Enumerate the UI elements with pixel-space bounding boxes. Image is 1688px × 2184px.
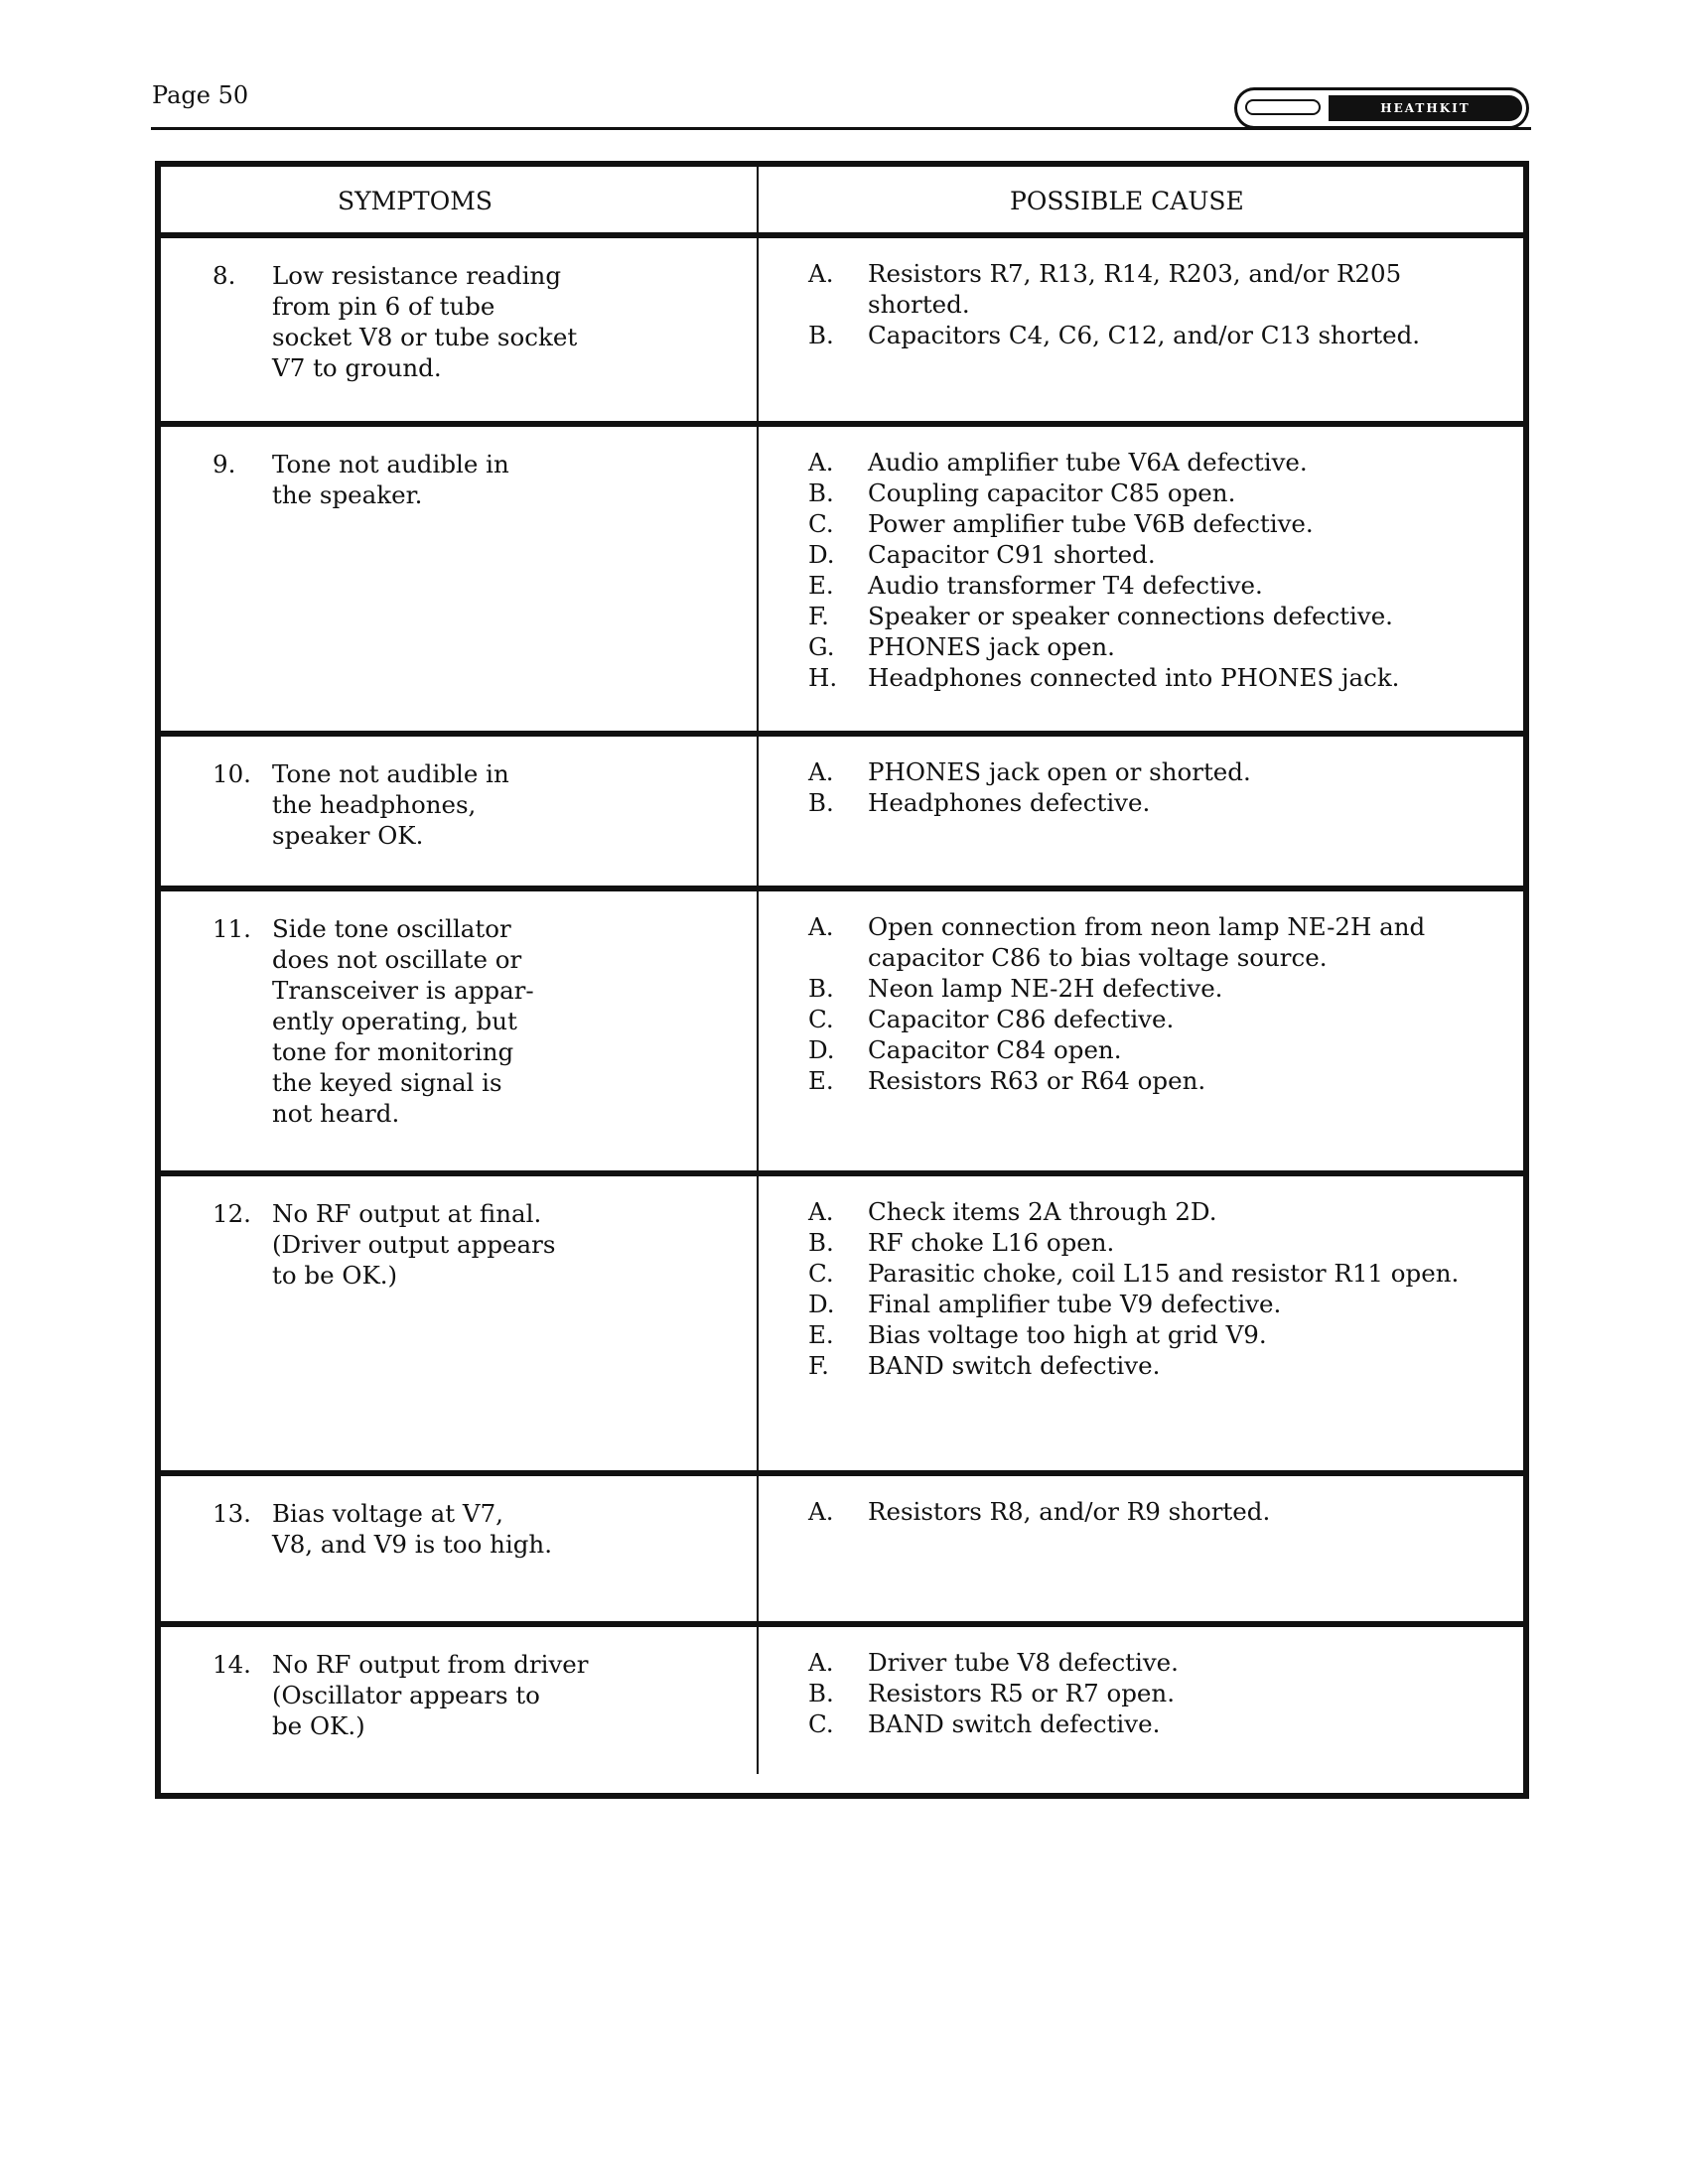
cause-letter: C. <box>808 1259 834 1288</box>
cause-item <box>808 1289 1503 1319</box>
cause-item <box>808 973 1503 1004</box>
cause-text: Headphones connected into PHONES jack. <box>868 663 1400 692</box>
table-row <box>161 891 1523 1176</box>
cause-letter: C. <box>808 1709 834 1738</box>
column-divider <box>757 737 759 886</box>
column-divider <box>757 891 759 1170</box>
cause-text: RF choke L16 open. <box>868 1228 1115 1257</box>
cause-item <box>808 662 1503 693</box>
cause-item <box>808 911 1503 973</box>
cause-text: Audio transformer T4 defective. <box>868 571 1263 600</box>
table-row <box>161 1176 1523 1476</box>
cause-item <box>808 508 1503 539</box>
cause-letter: D. <box>808 540 835 569</box>
cause-item <box>808 601 1503 631</box>
cause-item <box>808 1708 1503 1739</box>
cause-letter: A. <box>808 757 834 786</box>
cause-text: Coupling capacitor C85 open. <box>868 478 1236 507</box>
cause-letter: A. <box>808 259 834 288</box>
cause-item <box>808 1227 1503 1258</box>
table-row <box>161 737 1523 891</box>
cause-text: Audio amplifier tube V6A defective. <box>868 448 1308 477</box>
symptom-number: 14. <box>212 1650 251 1679</box>
cause-letter: B. <box>808 788 834 817</box>
table-row <box>161 1476 1523 1627</box>
symptom-number: 13. <box>212 1499 251 1528</box>
cause-text: Resistors R5 or R7 open. <box>868 1679 1175 1707</box>
symptom-text: Tone not audible in the headphones, speaker OK. <box>272 759 509 850</box>
symptom-text: Side tone oscillator does not oscillate or Transceiver is appar- ently operating, but tone for monitoring the keyed signal is not heard. <box>272 914 534 1128</box>
cause-letter: A. <box>808 1497 834 1526</box>
table-row <box>161 427 1523 737</box>
cause-text: Capacitors C4, C6, C12, and/or C13 shorted. <box>868 321 1421 349</box>
cause-letter: B. <box>808 1679 834 1707</box>
column-divider <box>757 1176 759 1470</box>
cause-item <box>808 1065 1503 1096</box>
column-divider <box>757 1476 759 1621</box>
cause-text: Headphones defective. <box>868 788 1151 817</box>
symptom-text: Low resistance reading from pin 6 of tube socket V8 or tube socket V7 to ground. <box>272 261 578 382</box>
cause-text: Parasitic choke, coil L15 and resistor R11 open. <box>868 1259 1460 1288</box>
table-header <box>161 167 1523 238</box>
symptom-text: No RF output at final. (Driver output appears to be OK.) <box>272 1199 556 1290</box>
cause-letter: A. <box>808 912 834 941</box>
cause-text: Speaker or speaker connections defective. <box>868 602 1393 630</box>
cause-letter: G. <box>808 632 835 661</box>
cause-item <box>808 1258 1503 1289</box>
cause-letter: D. <box>808 1035 835 1064</box>
cause-letter: B. <box>808 974 834 1003</box>
cause-cell <box>808 1496 1503 1527</box>
troubleshooting-table <box>155 161 1529 1799</box>
symptom-number: 12. <box>212 1199 251 1228</box>
cause-text: Neon lamp NE-2H defective. <box>868 974 1223 1003</box>
cause-cell <box>808 1647 1503 1739</box>
cause-item <box>808 1496 1503 1527</box>
column-divider <box>757 427 759 731</box>
cause-text: Capacitor C84 open. <box>868 1035 1122 1064</box>
column-divider <box>757 238 759 421</box>
cause-item <box>808 320 1503 350</box>
cause-cell <box>808 1196 1503 1381</box>
cause-item <box>808 1004 1503 1034</box>
cause-item <box>808 1196 1503 1227</box>
cause-letter: C. <box>808 509 834 538</box>
cause-item <box>808 631 1503 662</box>
cause-item <box>808 570 1503 601</box>
symptom-number: 11. <box>212 914 251 943</box>
symptom-number: 8. <box>212 261 236 290</box>
cause-letter: E. <box>808 1066 834 1095</box>
cause-text: Check items 2A through 2D. <box>868 1197 1217 1226</box>
column-divider <box>757 1627 759 1774</box>
cause-text: BAND switch defective. <box>868 1351 1161 1380</box>
cause-letter: A. <box>808 1648 834 1677</box>
cause-cell <box>808 447 1503 693</box>
symptom-number: 10. <box>212 759 251 788</box>
cause-cell <box>808 756 1503 818</box>
cause-item <box>808 258 1503 320</box>
cause-item <box>808 1647 1503 1678</box>
cause-letter: E. <box>808 1320 834 1349</box>
symptom-text: No RF output from driver (Oscillator appears to be OK.) <box>272 1650 589 1740</box>
col-cause-header: POSSIBLE CAUSE <box>1010 187 1244 215</box>
cause-item <box>808 539 1503 570</box>
symptom-text: Bias voltage at V7, V8, and V9 is too high. <box>272 1499 552 1559</box>
cause-letter: F. <box>808 1351 829 1380</box>
cause-letter: H. <box>808 663 838 692</box>
cause-letter: B. <box>808 321 834 349</box>
cause-item <box>808 787 1503 818</box>
cause-letter: A. <box>808 1197 834 1226</box>
cause-cell <box>808 258 1503 350</box>
cause-item <box>808 447 1503 478</box>
cause-text: Resistors R7, R13, R14, R203, and/or R205 shorted. <box>868 259 1402 319</box>
col-symptoms-header: SYMPTOMS <box>338 187 492 215</box>
cause-letter: F. <box>808 602 829 630</box>
cause-text: Open connection from neon lamp NE-2H and capacitor C86 to bias voltage source. <box>868 912 1426 972</box>
cause-text: Capacitor C86 defective. <box>868 1005 1175 1033</box>
heathkit-logo <box>1234 87 1529 129</box>
cause-item <box>808 478 1503 508</box>
logo-text: HEATHKIT <box>1329 95 1522 121</box>
cause-cell <box>808 911 1503 1096</box>
cause-item <box>808 1034 1503 1065</box>
cause-item <box>808 756 1503 787</box>
cause-text: Bias voltage too high at grid V9. <box>868 1320 1267 1349</box>
cause-item <box>808 1350 1503 1381</box>
symptom-number: 9. <box>212 450 236 478</box>
cause-letter: A. <box>808 448 834 477</box>
cause-text: PHONES jack open or shorted. <box>868 757 1251 786</box>
cause-text: BAND switch defective. <box>868 1709 1161 1738</box>
cause-item <box>808 1678 1503 1708</box>
cause-text: Resistors R63 or R64 open. <box>868 1066 1206 1095</box>
table-row <box>161 238 1523 427</box>
cause-letter: D. <box>808 1290 835 1318</box>
logo-emblem-icon <box>1245 99 1321 115</box>
cause-text: Capacitor C91 shorted. <box>868 540 1156 569</box>
column-divider <box>757 167 759 232</box>
symptom-text: Tone not audible in the speaker. <box>272 450 509 509</box>
cause-letter: B. <box>808 478 834 507</box>
cause-item <box>808 1319 1503 1350</box>
cause-text: Driver tube V8 defective. <box>868 1648 1179 1677</box>
cause-text: Resistors R8, and/or R9 shorted. <box>868 1497 1271 1526</box>
cause-text: PHONES jack open. <box>868 632 1115 661</box>
cause-text: Final amplifier tube V9 defective. <box>868 1290 1282 1318</box>
table-row <box>161 1627 1523 1774</box>
page-number: Page 50 <box>152 81 249 109</box>
cause-letter: C. <box>808 1005 834 1033</box>
cause-letter: E. <box>808 571 834 600</box>
cause-text: Power amplifier tube V6B defective. <box>868 509 1314 538</box>
cause-letter: B. <box>808 1228 834 1257</box>
